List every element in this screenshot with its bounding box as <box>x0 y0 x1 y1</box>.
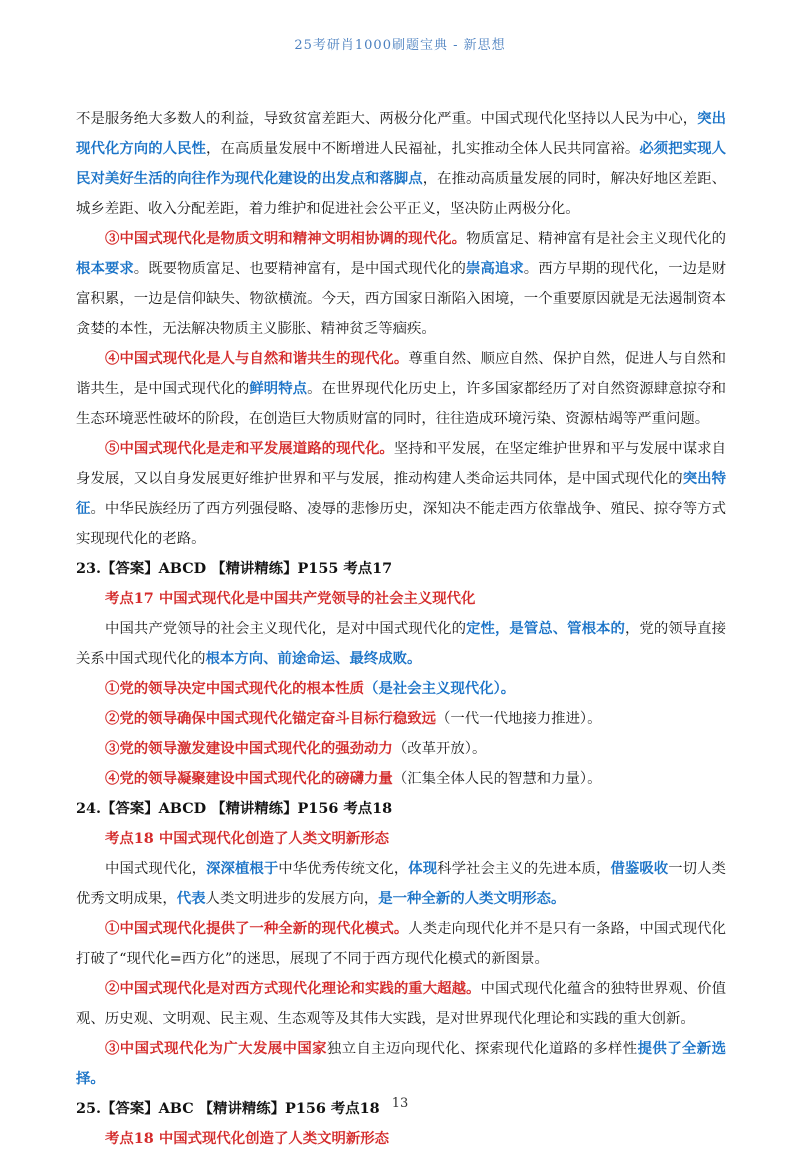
page-number: 13 <box>391 1096 409 1111</box>
document-body <box>76 104 726 1154</box>
kaodian-18-title: 考点18 中国式现代化创造了人类文明新形态 <box>105 830 390 847</box>
kaodian-18-item-1: ①中国式现代化提供了一种全新的现代化模式。人类走向现代化并不是只有一条路，中国式现代化打破了“现代化=西方化”的迷思，展现了不同于西方现代化模式的新图景。 <box>76 920 726 967</box>
kaodian-18-item-3: ③中国式现代化为广大发展中国家独立自主迈向现代化、探索现代化道路的多样性提供了全新选择。 <box>76 1040 726 1087</box>
kaodian-17-item-4: ④党的领导凝聚建设中国式现代化的磅礴力量（汇集全体人民的智慧和力量）。 <box>105 770 602 787</box>
kaodian-17-intro: 中国共产党领导的社会主义现代化，是对中国式现代化的定性，是管总、管根本的，党的领导直接关系中国式现代化的根本方向、前途命运、最终成败。 <box>76 620 726 667</box>
kaodian-17-item-3: ③党的领导激发建设中国式现代化的强劲动力（改革开放）。 <box>105 740 487 757</box>
page-header: 25考研肖1000刷题宝典 - 新思想 <box>294 38 506 53</box>
kaodian-18-item-2: ②中国式现代化是对西方式现代化理论和实践的重大超越。中国式现代化蕴含的独特世界观、价值观、历史观、文明观、民主观、生态观等及其伟大实践，是对世界现代化理论和实践的重大创新。 <box>76 980 726 1027</box>
kaodian-17-item-1: ①党的领导决定中国式现代化的根本性质（是社会主义现代化）。 <box>105 680 516 697</box>
answer-23-heading: 23.【答案】ABCD 【精讲精练】P155 考点17 <box>76 560 393 577</box>
kaodian-17-item-2: ②党的领导确保中国式现代化锚定奋斗目标行稳致远（一代一代地接力推进）。 <box>105 710 602 727</box>
paragraph-harmony-nature: ④中国式现代化是人与自然和谐共生的现代化。尊重自然、顺应自然、保护自然，促进人与自然和谐共生，是中国式现代化的鲜明特点。在世界现代化历史上，许多国家都经历了对自然资源肆意掠夺和生态环境恶性破坏的阶段，在创造巨大物质财富的同时，往往造成环境污染、资源枯竭等严重问题。 <box>76 350 726 427</box>
kaodian-17-title: 考点17 中国式现代化是中国共产党领导的社会主义现代化 <box>105 590 476 607</box>
kaodian-18-intro: 中国式现代化，深深植根于中华优秀传统文化，体现科学社会主义的先进本质，借鉴吸收一切人类优秀文明成果，代表人类文明进步的发展方向，是一种全新的人类文明形态。 <box>76 860 726 907</box>
paragraph-people-centered: 不是服务绝大多数人的利益，导致贫富差距大、两极分化严重。中国式现代化坚持以人民为中心，突出现代化方向的人民性，在高质量发展中不断增进人民福祉，扎实推动全体人民共同富裕。必须把实现人民对美好生活的向往作为现代化建设的出发点和落脚点，在推动高质量发展的同时，解决好地区差距、城乡差距、收入分配差距，着力维护和促进社会公平正义，坚决防止两极分化。 <box>76 110 726 217</box>
kaodian-18-title-repeat: 考点18 中国式现代化创造了人类文明新形态 <box>105 1130 390 1147</box>
answer-24-heading: 24.【答案】ABCD 【精讲精练】P156 考点18 <box>76 800 393 817</box>
answer-25-heading: 25.【答案】ABC 【精讲精练】P156 考点18 <box>76 1100 380 1117</box>
paragraph-peaceful-development: ⑤中国式现代化是走和平发展道路的现代化。坚持和平发展，在坚定维护世界和平与发展中谋求自身发展，又以自身发展更好维护世界和平与发展，推动构建人类命运共同体，是中国式现代化的突出特征。中华民族经历了西方列强侵略、凌辱的悲惨历史，深知决不能走西方依靠战争、殖民、掠夺等方式实现现代化的老路。 <box>76 440 726 547</box>
paragraph-material-spiritual: ③中国式现代化是物质文明和精神文明相协调的现代化。物质富足、精神富有是社会主义现代化的根本要求。既要物质富足、也要精神富有，是中国式现代化的崇高追求。西方早期的现代化，一边是财富积累，一边是信仰缺失、物欲横流。今天，西方国家日渐陷入困境，一个重要原因就是无法遏制资本贪婪的本性，无法解决物质主义膨胀、精神贫乏等痼疾。 <box>76 230 726 337</box>
